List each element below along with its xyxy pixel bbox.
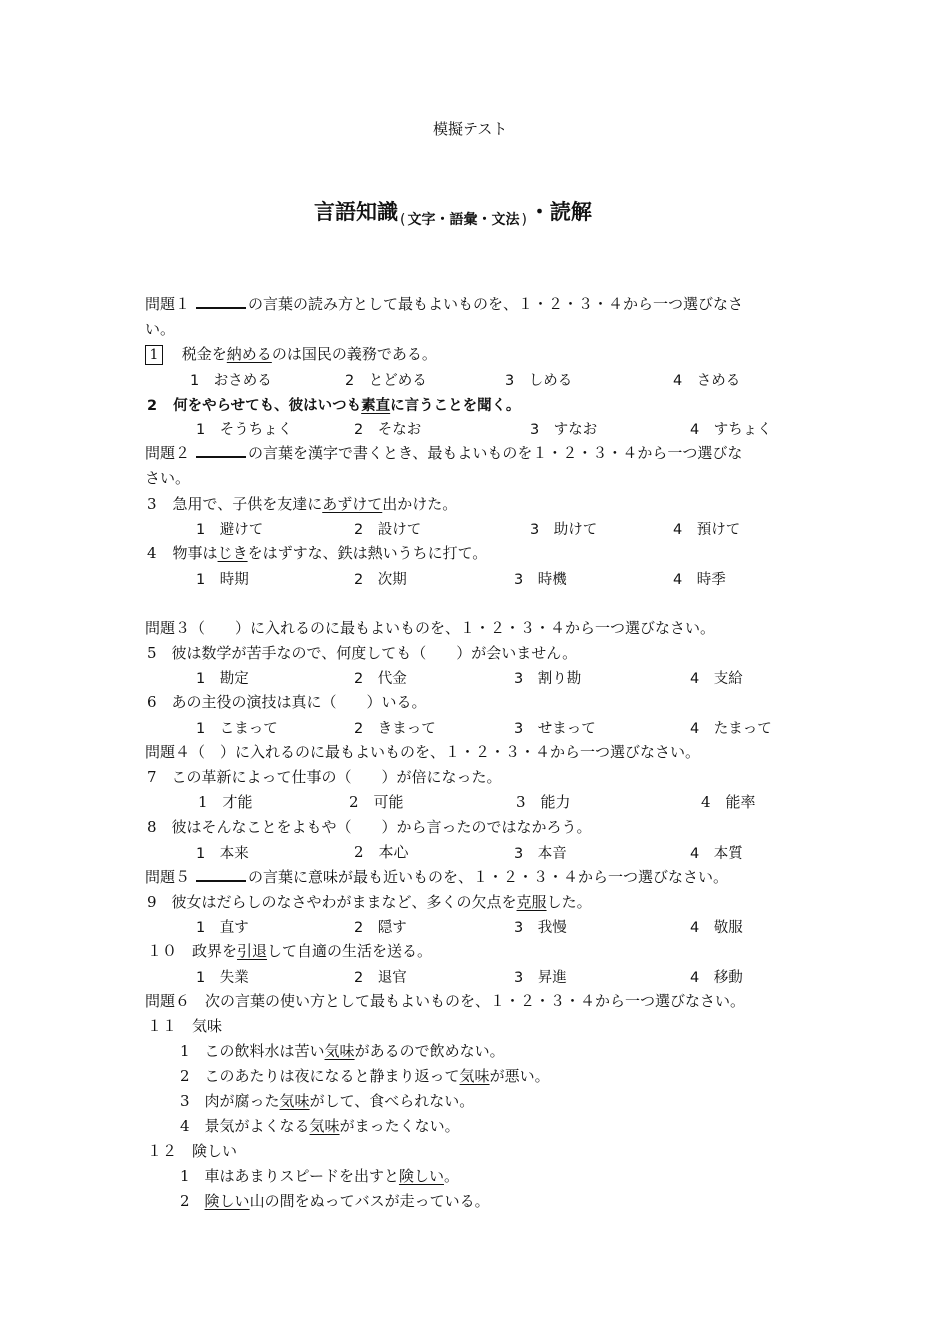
instruction-text: の言葉の読み方として最もよいものを、１・２・３・４から一つ選びなさ bbox=[248, 295, 744, 313]
item-number-box: 1 bbox=[145, 345, 163, 365]
page-header: 模擬テスト bbox=[433, 120, 508, 138]
instruction-text: の言葉を漢字で書くとき、最もよいものを１・２・３・４から一つ選びな bbox=[248, 444, 743, 462]
option[interactable]: 2 隠す bbox=[354, 920, 407, 936]
title-paren-close: ) bbox=[521, 212, 527, 228]
question-6-instruction: 問題６ 次の言葉の使い方として最もよいものを、１・２・３・４から一つ選びなさい。 bbox=[145, 992, 746, 1010]
choice-text: があるので飲めない。 bbox=[354, 1042, 505, 1060]
item-8: 8 彼はそんなことをよもや（ ）から言ったのではなかろう。 bbox=[147, 818, 592, 836]
item-12-choice-2[interactable] bbox=[180, 1190, 490, 1211]
instruction-text: の言葉に意味が最も近いものを、１・２・３・４から一つ選びなさい。 bbox=[248, 868, 729, 886]
item-text: 急用で、子供を友達に bbox=[172, 495, 323, 513]
option[interactable]: 1 そうちょく bbox=[196, 422, 293, 438]
option[interactable]: 3 時機 bbox=[514, 572, 567, 588]
answer-blank bbox=[196, 868, 246, 882]
option[interactable]: 1 本来 bbox=[196, 846, 249, 862]
choice-text: 4 景気がよくなる bbox=[180, 1117, 310, 1135]
underlined-word: 克服 bbox=[516, 893, 547, 911]
question-prefix: 問題５ bbox=[145, 868, 191, 886]
question-1-instruction bbox=[145, 293, 743, 314]
option[interactable]: 1 こまって bbox=[196, 721, 278, 737]
option[interactable]: 2 可能 bbox=[349, 793, 404, 811]
title-main: 言語知識 bbox=[314, 200, 398, 224]
option[interactable]: 4 たまって bbox=[690, 721, 772, 737]
option[interactable]: 1 おさめる bbox=[190, 373, 272, 389]
option[interactable]: 1 失業 bbox=[196, 970, 249, 986]
item-12-choice-1[interactable] bbox=[180, 1165, 459, 1186]
item-text: 何をやらせても、彼はいつも bbox=[173, 398, 362, 414]
item-text: 物事は bbox=[172, 544, 218, 562]
underlined-word: 険しい bbox=[398, 1167, 444, 1185]
option[interactable]: 4 移動 bbox=[690, 970, 743, 986]
choice-text: 2 このあたりは夜になると静まり返って bbox=[180, 1067, 460, 1085]
title-paren-open: ( bbox=[400, 212, 406, 228]
option[interactable]: 2 本心 bbox=[354, 843, 409, 861]
item-11-choice-3[interactable] bbox=[180, 1090, 474, 1111]
option[interactable]: 2 きまって bbox=[354, 721, 436, 737]
underlined-word: 気味 bbox=[459, 1067, 490, 1085]
question-2-instruction-cont: さい。 bbox=[145, 469, 191, 487]
choice-text: 3 肉が腐った bbox=[180, 1092, 280, 1110]
choice-text: 山の間をぬってバスが走っている。 bbox=[249, 1192, 490, 1210]
option[interactable]: 3 能力 bbox=[516, 793, 571, 811]
item-text: 税金を bbox=[181, 345, 227, 363]
option[interactable]: 3 割り勘 bbox=[514, 671, 582, 687]
item-text: をはずすな、鉄は熱いうちに打て。 bbox=[247, 544, 488, 562]
underlined-word: 気味 bbox=[279, 1092, 310, 1110]
underlined-word: 引退 bbox=[237, 942, 268, 960]
underlined-word: あずけて bbox=[322, 495, 383, 513]
option[interactable]: 1 勘定 bbox=[196, 671, 249, 687]
option[interactable]: 1 避けて bbox=[196, 522, 264, 538]
item-6: 6 あの主役の演技は真に（ ）いる。 bbox=[147, 693, 427, 711]
item-text: 出かけた。 bbox=[382, 495, 458, 513]
option[interactable]: 2 代金 bbox=[354, 671, 407, 687]
item-11-choice-1[interactable] bbox=[180, 1040, 505, 1061]
question-4-instruction: 問題４（ ）に入れるのに最もよいものを、１・２・３・４から一つ選びなさい。 bbox=[145, 743, 701, 761]
option[interactable]: 4 時季 bbox=[673, 572, 726, 588]
underlined-word: 険しい bbox=[204, 1192, 250, 1210]
choice-text: 1 この飲料水は苦い bbox=[180, 1042, 325, 1060]
choice-text: がして、食べられない。 bbox=[309, 1092, 475, 1110]
item-11-choice-4[interactable] bbox=[180, 1115, 460, 1136]
underlined-word: じき bbox=[217, 544, 248, 562]
option[interactable]: 3 すなお bbox=[530, 422, 598, 438]
option[interactable]: 3 助けて bbox=[530, 522, 598, 538]
option[interactable]: 1 直す bbox=[196, 920, 249, 936]
question-1-instruction-cont: い。 bbox=[145, 320, 176, 338]
option[interactable]: 2 そなお bbox=[354, 422, 422, 438]
question-prefix: 問題２ bbox=[145, 444, 191, 462]
item-text: １０ 政界を bbox=[147, 942, 238, 960]
item-text: に言うことを聞く。 bbox=[390, 398, 521, 414]
item-4 bbox=[147, 542, 487, 563]
option[interactable]: 2 設けて bbox=[354, 522, 422, 538]
option[interactable]: 3 我慢 bbox=[514, 920, 567, 936]
item-text: のは国民の義務である。 bbox=[271, 345, 437, 363]
option[interactable]: 3 本音 bbox=[514, 846, 567, 862]
question-5-instruction bbox=[145, 866, 728, 887]
option[interactable]: 4 敬服 bbox=[690, 920, 743, 936]
underlined-word: 素直 bbox=[361, 398, 391, 414]
option[interactable]: 3 せまって bbox=[514, 721, 596, 737]
item-9 bbox=[147, 891, 592, 912]
item-number: 2 bbox=[147, 398, 158, 414]
item-10 bbox=[147, 940, 432, 961]
option[interactable]: 4 さめる bbox=[673, 373, 741, 389]
item-text: して自適の生活を送る。 bbox=[267, 942, 433, 960]
underlined-word: 気味 bbox=[324, 1042, 355, 1060]
item-7: 7 この革新によって仕事の（ ）が倍になった。 bbox=[147, 768, 502, 786]
choice-text: 。 bbox=[443, 1167, 459, 1185]
item-5: 5 彼は数学が苦手なので、何度しても（ ）が会いません。 bbox=[147, 644, 578, 662]
question-2-instruction bbox=[145, 442, 742, 463]
question-prefix: 問題１ bbox=[145, 295, 191, 313]
option[interactable]: 3 しめる bbox=[505, 373, 573, 389]
option[interactable]: 2 とどめる bbox=[345, 373, 427, 389]
question-3-instruction: 問題３（ ）に入れるのに最もよいものを、１・２・３・４から一つ選びなさい。 bbox=[145, 619, 716, 637]
item-1 bbox=[145, 343, 437, 365]
underlined-word: 納める bbox=[226, 345, 272, 363]
option[interactable]: 3 昇進 bbox=[514, 970, 567, 986]
title-sub: 文字・語彙・文法 bbox=[407, 212, 520, 228]
option[interactable]: 4 能率 bbox=[701, 793, 756, 811]
option[interactable]: 2 次期 bbox=[354, 572, 407, 588]
item-text: した。 bbox=[546, 893, 592, 911]
item-3 bbox=[147, 493, 457, 514]
item-11-heading: １１ 気味 bbox=[147, 1017, 223, 1035]
page-title bbox=[314, 196, 592, 226]
option[interactable]: 1 時期 bbox=[196, 572, 249, 588]
choice-text: が悪い。 bbox=[489, 1067, 550, 1085]
choice-text: 1 車はあまりスピードを出すと bbox=[180, 1167, 399, 1185]
choice-text: 2 bbox=[180, 1192, 205, 1210]
title-tail: ・読解 bbox=[528, 200, 592, 224]
answer-blank bbox=[196, 295, 246, 309]
option[interactable]: 2 退官 bbox=[354, 970, 407, 986]
option[interactable]: 4 本質 bbox=[690, 846, 743, 862]
answer-blank bbox=[196, 444, 246, 458]
item-text: 9 彼女はだらしのなさやわがままなど、多くの欠点を bbox=[147, 893, 517, 911]
item-11-choice-2[interactable] bbox=[180, 1065, 550, 1086]
option[interactable]: 1 才能 bbox=[198, 793, 253, 811]
item-number: 3 bbox=[147, 495, 157, 513]
item-2 bbox=[147, 394, 520, 415]
option[interactable]: 4 預けて bbox=[673, 522, 741, 538]
option[interactable]: 4 すちょく bbox=[690, 422, 772, 438]
option[interactable]: 4 支給 bbox=[690, 671, 743, 687]
underlined-word: 気味 bbox=[309, 1117, 340, 1135]
item-number: 4 bbox=[147, 544, 157, 562]
item-12-heading: １２ 険しい bbox=[147, 1142, 238, 1160]
choice-text: がまったくない。 bbox=[339, 1117, 460, 1135]
